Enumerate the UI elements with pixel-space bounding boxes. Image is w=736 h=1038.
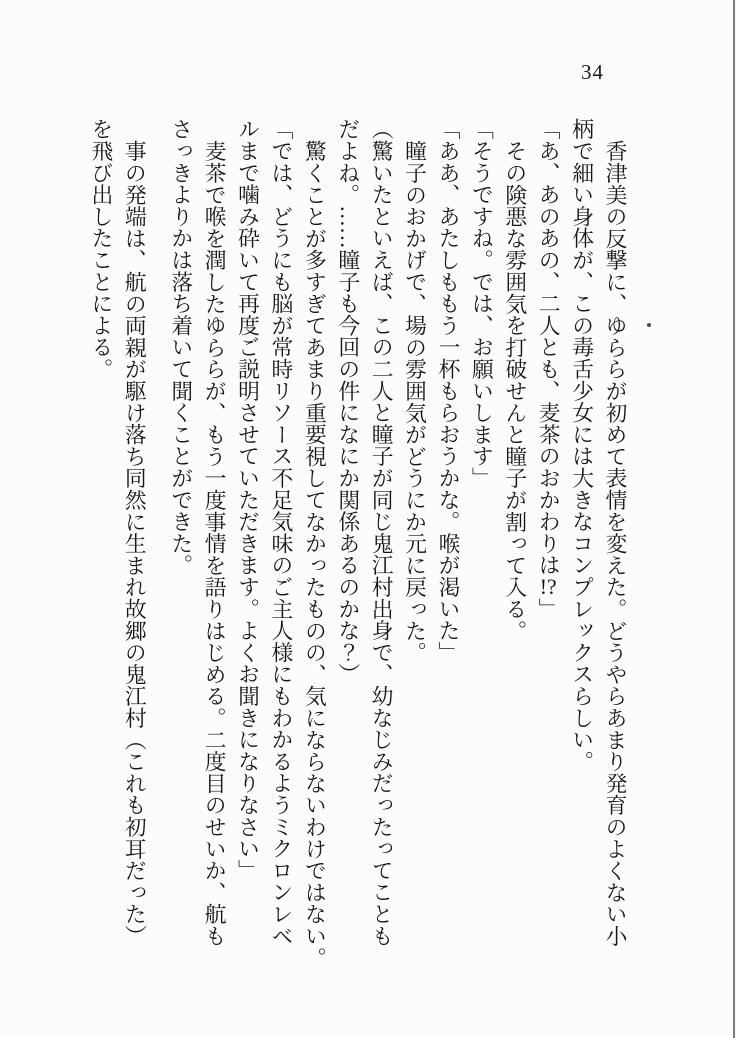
paragraph-6: 瞳子のおかげで、場の雰囲気がどうにか元に戻った。 bbox=[402, 139, 427, 663]
paragraph-11: 事の発端は、航の両親が駆け落ち同然に生まれ故郷の鬼江村（これも初耳だった）を飛び出したことによる。 bbox=[88, 118, 147, 947]
page-edge-line bbox=[733, 0, 735, 1038]
paragraph-7: （驚いたといえば、この二人と瞳子が同じ鬼江村出身で、幼なじみだったってこともだよね。……瞳子も今回の件になにか関係あるのかな？） bbox=[335, 118, 394, 947]
paragraph-4: 「そうですね。では、お願いします」 bbox=[469, 118, 494, 489]
paragraph-3: その険悪な雰囲気を打破せんと瞳子が割って入る。 bbox=[502, 139, 527, 642]
paragraph-8: 驚くことが多すぎてあまり重要視してなかったものの、気にならないわけではない。 bbox=[302, 139, 327, 969]
exclamation-question-mark: !? bbox=[539, 575, 557, 598]
page-number: 34 bbox=[581, 60, 604, 84]
paragraph-1: 香津美の反撃に、ゆららが初めて表情を変えた。どうやらあまり発育のよくない小柄で細い身体が、この毒舌少女には大きなコンプレックスらしい。 bbox=[569, 118, 627, 947]
closing-quote-bracket: 」 bbox=[536, 597, 561, 620]
dialogue-text: 「あ、あのあの、二人とも、麦茶のおかわりは bbox=[536, 118, 561, 576]
paragraph-5: 「ああ、あたしももう一杯もらおうかな。喉が渇いた」 bbox=[435, 118, 460, 663]
text-block bbox=[84, 118, 632, 969]
paragraph-9: 「では、どうにも脳が常時リソース不足気味のご主人様にもわかるようミクロンレベルまで噛み砕いて再度ご説明させていただきます。よくお聞きになりなさい」 bbox=[235, 118, 293, 947]
scan-speck bbox=[647, 323, 651, 327]
paragraph-10: 麦茶で喉を潤したゆららが、もう一度事情を語りはじめる。二度目のせいか、航もさっきよりかは落ち着いて聞くことができた。 bbox=[168, 118, 227, 947]
paragraph-2 bbox=[531, 118, 564, 948]
